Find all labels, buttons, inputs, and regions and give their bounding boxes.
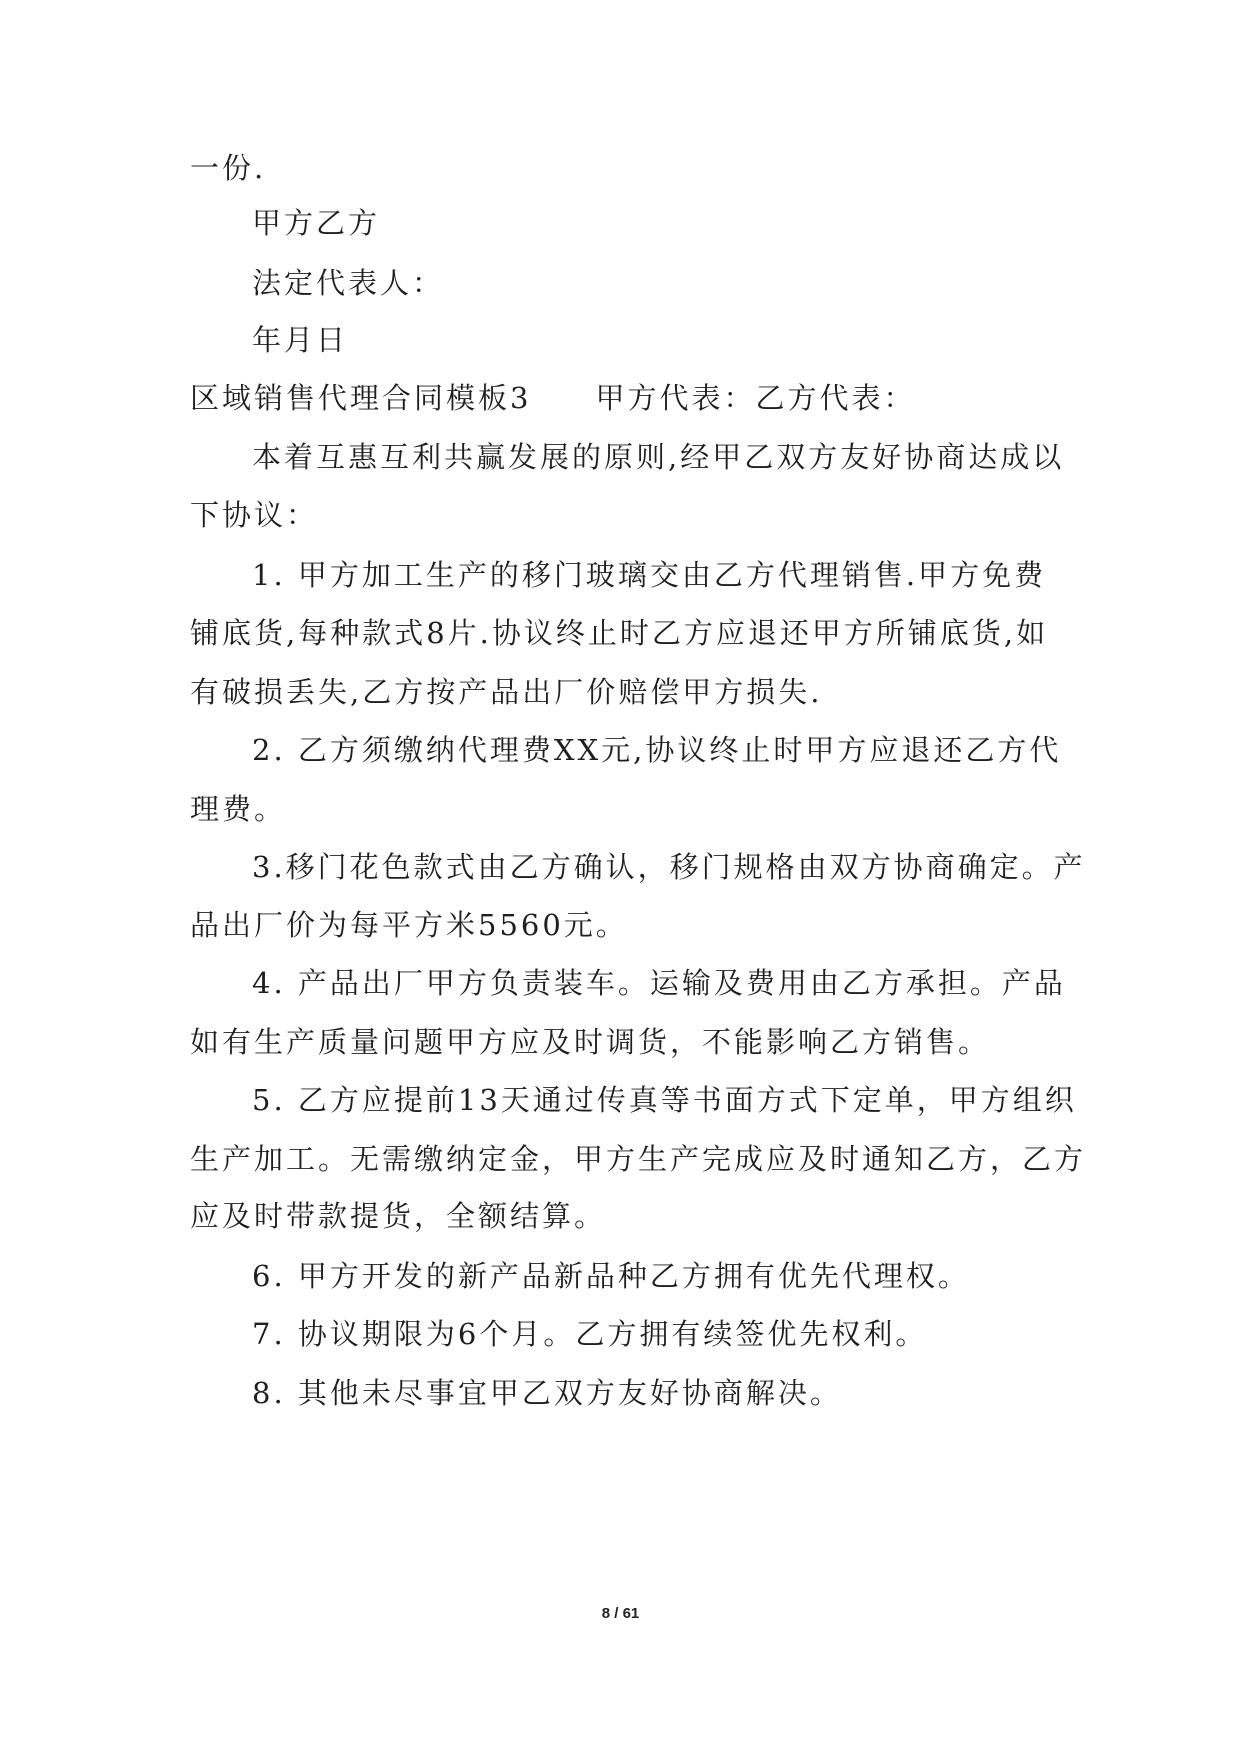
clause-line: 理费。 [190,792,287,826]
clause-line: 生产加工。无需缴纳定金，甲方生产完成应及时通知乙方，乙方 [190,1142,1087,1176]
clause-line: 铺底货,每种款式8片.协议终止时乙方应退还甲方所铺底货,如 [190,616,1049,650]
representative-line: 法定代表人： [252,266,445,300]
clause-line: 品出厂价为每平方米5560元。 [190,908,628,942]
paragraph-line: 本着互惠互利共赢发展的原则,经甲乙双方友好协商达成以 [252,440,1065,474]
paragraph-line: 下协议： [190,498,319,532]
text-line: 一份. [190,151,267,185]
party-line: 甲方乙方 [252,206,381,240]
clause-line: 6. 甲方开发的新产品新品种乙方拥有优先代理权。 [252,1259,970,1293]
clause-line: 有破损丢失,乙方按产品出厂价赔偿甲方损失. [190,675,823,709]
page-number: 8 / 61 [601,1605,640,1622]
clause-line: 8. 其他未尽事宜甲乙双方友好协商解决。 [252,1376,842,1410]
clause-line: 5. 乙方应提前13天通过传真等书面方式下定单，甲方组织 [252,1083,1077,1117]
section-title: 区域销售代理合同模板3 甲方代表：乙方代表： [190,381,916,415]
clause-line: 1. 甲方加工生产的移门玻璃交由乙方代理销售.甲方免费 [252,558,1047,592]
clause-line: 应及时带款提货，全额结算。 [190,1199,607,1233]
clause-line: 4. 产品出厂甲方负责装车。运输及费用由乙方承担。产品 [252,966,1066,1000]
clause-line: 3.移门花色款式由乙方确认，移门规格由双方协商确定。产 [252,850,1086,884]
clause-line: 2. 乙方须缴纳代理费XX元,协议终止时甲方应退还乙方代 [252,733,1062,767]
clause-line: 7. 协议期限为6个月。乙方拥有续签优先权利。 [252,1317,928,1351]
clause-line: 如有生产质量问题甲方应及时调货，不能影响乙方销售。 [190,1025,991,1059]
date-line: 年月日 [252,323,349,357]
